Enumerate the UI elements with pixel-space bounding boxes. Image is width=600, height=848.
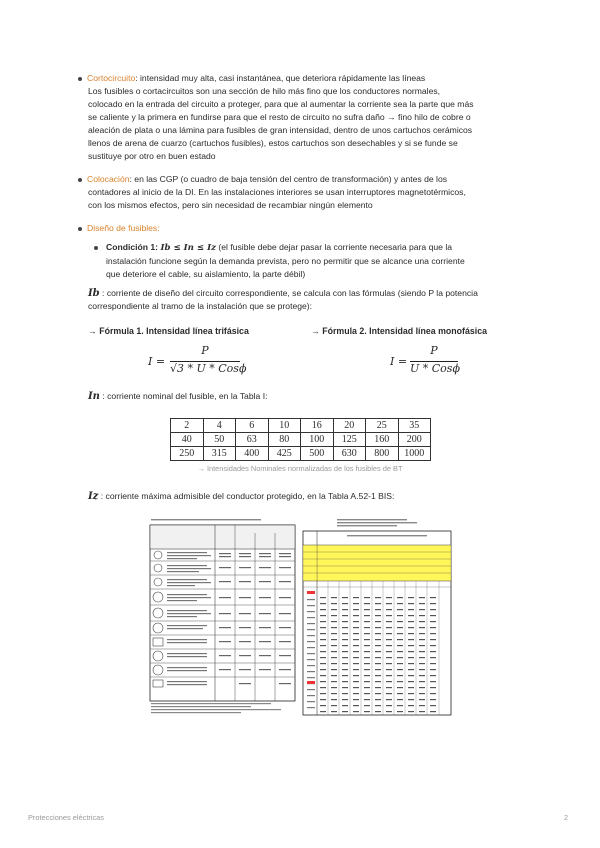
scan-cell-mark — [397, 675, 403, 676]
scan-cell-mark — [353, 615, 359, 616]
term-colocacion: Colocación — [87, 174, 130, 184]
scan-cell-mark — [375, 705, 381, 706]
scan-cell-mark — [353, 699, 359, 700]
scan-cell-mark — [386, 699, 392, 700]
scan-cell-mark — [353, 627, 359, 628]
scan-cell-mark — [342, 711, 348, 712]
scan-cell-mark — [353, 705, 359, 706]
scan-cell-mark — [342, 651, 348, 652]
scan-cell-mark — [419, 687, 425, 688]
scan-cell-mark — [331, 621, 337, 622]
scan-cell-mark — [419, 645, 425, 646]
scan-cell-mark — [320, 711, 326, 712]
scan-cell-mark — [419, 651, 425, 652]
scan-cell-mark — [408, 615, 414, 616]
formula2 — [390, 345, 470, 379]
body-line: contadores al inicio de la DI. En las instalaciones interiores se usan interruptores magnetotérmicos, — [88, 187, 466, 197]
iz-text: : corriente máxima admisible del conductor protegido, en la Tabla A.52-1 BIS: — [98, 491, 395, 501]
scan-cell-mark — [375, 693, 381, 694]
scan-cell-mark — [386, 651, 392, 652]
scan-cell-mark — [375, 609, 381, 610]
scan-cell-mark — [397, 603, 403, 604]
footer-title: Protecciones eléctricas — [28, 813, 104, 822]
scan-cell-mark — [364, 639, 370, 640]
scan-cell-mark — [353, 657, 359, 658]
scan-cell-mark — [386, 645, 392, 646]
scan-cell-mark — [419, 711, 425, 712]
scan-cell-mark — [375, 657, 381, 658]
formula1-label: → Fórmula 1. Intensidad línea trifásica — [88, 326, 249, 336]
scan-cell-mark — [430, 597, 436, 598]
body-line: se caliente y la primera en fundirse para que el resto de circuito no sufra daño → fino hilo de cobre o — [88, 112, 471, 122]
scan-cell-mark — [353, 669, 359, 670]
scan-cell-mark — [342, 597, 348, 598]
scan-cell-mark — [331, 675, 337, 676]
scan-cell-mark — [397, 699, 403, 700]
scanned-table-graphic — [147, 517, 454, 717]
table-cell: 35 — [398, 419, 431, 433]
scan-cell-mark — [408, 633, 414, 634]
scan-cell-mark — [375, 603, 381, 604]
scan-cell-mark — [353, 603, 359, 604]
colocacion-body — [88, 186, 528, 212]
scan-cell-mark — [408, 681, 414, 682]
table-cell: 1000 — [398, 447, 431, 461]
table-cell: 10 — [268, 419, 301, 433]
formula2-lhs: I = — [390, 355, 408, 368]
page-number: 2 — [563, 813, 568, 822]
scan-cell-mark — [375, 711, 381, 712]
term-cortocircuito: Cortocircuito — [87, 73, 136, 83]
condicion-text1: (el fusible debe dejar pasar la corriente necesaria para que la — [216, 242, 453, 252]
table-cell: 160 — [366, 433, 399, 447]
table-row — [171, 419, 431, 433]
scan-cell-mark — [375, 651, 381, 652]
scan-cell-mark — [375, 645, 381, 646]
body-line: Los fusibles o cortacircuitos son una sección de hilo más fino que los conductores normales, — [88, 86, 441, 96]
scan-cell-mark — [430, 639, 436, 640]
scan-cell-mark — [331, 663, 337, 664]
formula1-denominator: √3 * U * Cosϕ — [170, 362, 247, 375]
scan-cell-mark — [386, 675, 392, 676]
scan-cell-mark — [342, 681, 348, 682]
table-cell: 400 — [236, 447, 269, 461]
scan-cell-mark — [397, 609, 403, 610]
scan-cell-mark — [320, 675, 326, 676]
table-cell: 315 — [203, 447, 236, 461]
in-paragraph — [88, 390, 528, 403]
table-cell: 4 — [203, 419, 236, 433]
scan-cell-mark — [419, 669, 425, 670]
table-cell: 500 — [301, 447, 334, 461]
scan-cell-mark — [364, 621, 370, 622]
scan-cell-mark — [342, 669, 348, 670]
scan-cell-mark — [320, 597, 326, 598]
scan-cell-mark — [419, 639, 425, 640]
scan-cell-mark — [342, 687, 348, 688]
table-a52-1-bis-image — [147, 517, 454, 717]
table-caption: → Intensidades Nominales normalizadas de los fusibles de BT — [197, 464, 403, 473]
table-cell: 50 — [203, 433, 236, 447]
scan-cell-mark — [430, 693, 436, 694]
scan-cell-mark — [386, 597, 392, 598]
scan-cell-mark — [331, 633, 337, 634]
scan-cell-mark — [419, 609, 425, 610]
bullet-dot — [78, 227, 82, 231]
scan-cell-mark — [397, 663, 403, 664]
scan-cell-mark — [430, 645, 436, 646]
table-cell: 16 — [301, 419, 334, 433]
scan-cell-mark — [408, 663, 414, 664]
body-line: aleación de plata o una lámina para fusibles de gran intensidad, dentro de unos cartuchos cerámicos — [88, 125, 473, 135]
scan-cell-mark — [430, 675, 436, 676]
cortocircuito-body — [88, 85, 528, 163]
scan-cell-mark — [375, 663, 381, 664]
scan-cell-mark — [408, 657, 414, 658]
scan-cell-mark — [408, 675, 414, 676]
condicion-formula: Ib ≤ In ≤ Iz — [160, 243, 217, 253]
scan-cell-mark — [320, 645, 326, 646]
scan-cell-mark — [342, 621, 348, 622]
formula2-numerator: P — [430, 344, 438, 357]
scan-cell-mark — [375, 633, 381, 634]
scan-cell-mark — [386, 663, 392, 664]
scan-cell-mark — [430, 615, 436, 616]
scan-cell-mark — [320, 651, 326, 652]
scan-cell-mark — [397, 633, 403, 634]
scan-cell-mark — [397, 639, 403, 640]
scan-cell-mark — [331, 681, 337, 682]
scan-cell-mark — [342, 663, 348, 664]
scan-cell-mark — [386, 621, 392, 622]
scan-cell-mark — [408, 621, 414, 622]
body-line: con los mismos efectos, pero sin necesidad de recambiar ningún elemento — [88, 200, 373, 210]
bullet-dot — [94, 246, 98, 250]
scan-cell-mark — [320, 657, 326, 658]
scan-cell-mark — [430, 657, 436, 658]
scan-cell-mark — [397, 681, 403, 682]
scan-cell-mark — [320, 693, 326, 694]
scan-cell-mark — [375, 615, 381, 616]
scan-cell-mark — [364, 669, 370, 670]
scan-cell-mark — [386, 639, 392, 640]
scan-cell-mark — [342, 615, 348, 616]
scan-cell-mark — [408, 711, 414, 712]
scan-cell-mark — [419, 657, 425, 658]
scan-cell-mark — [375, 669, 381, 670]
scan-cell-mark — [331, 639, 337, 640]
scan-cell-mark — [364, 615, 370, 616]
ib-line1: : corriente de diseño del circuito correspondiente, se calcula con las fórmulas (siendo P la potencia — [99, 288, 478, 298]
scan-cell-mark — [342, 609, 348, 610]
scan-cell-mark — [342, 639, 348, 640]
table-cell: 80 — [268, 433, 301, 447]
scan-cell-mark — [364, 681, 370, 682]
in-text: : corriente nominal del fusible, en la Tabla I: — [99, 391, 268, 401]
scan-cell-mark — [397, 711, 403, 712]
scan-cell-mark — [364, 693, 370, 694]
scan-cell-mark — [331, 609, 337, 610]
term-diseno: Diseño de fusibles: — [87, 223, 160, 233]
scan-cell-mark — [386, 687, 392, 688]
scan-cell-mark — [430, 603, 436, 604]
scan-cell-mark — [331, 627, 337, 628]
scan-cell-mark — [364, 711, 370, 712]
scan-cell-mark — [320, 663, 326, 664]
scan-cell-mark — [430, 711, 436, 712]
scan-cell-mark — [342, 675, 348, 676]
scan-cell-mark — [353, 711, 359, 712]
scan-cell-mark — [320, 699, 326, 700]
scan-cell-mark — [353, 609, 359, 610]
table-cell: 125 — [333, 433, 366, 447]
scan-cell-mark — [397, 669, 403, 670]
scan-cell-mark — [408, 609, 414, 610]
table-cell: 200 — [398, 433, 431, 447]
scan-cell-mark — [331, 603, 337, 604]
scan-cell-mark — [408, 603, 414, 604]
scan-cell-mark — [364, 597, 370, 598]
scan-cell-mark — [331, 687, 337, 688]
scan-cell-mark — [342, 603, 348, 604]
condicion-text3: que deteriore el cable, su aislamiento, la parte débil) — [106, 269, 306, 279]
table-cell: 425 — [268, 447, 301, 461]
scan-cell-mark — [386, 657, 392, 658]
scan-cell-mark — [364, 603, 370, 604]
scan-cell-mark — [320, 603, 326, 604]
scan-cell-mark — [419, 699, 425, 700]
scan-cell-mark — [342, 657, 348, 658]
formula1-lhs: I = — [148, 355, 166, 368]
scan-cell-mark — [430, 699, 436, 700]
scan-cell-mark — [430, 669, 436, 670]
scan-cell-mark — [320, 609, 326, 610]
table-cell: 25 — [366, 419, 399, 433]
iz-paragraph — [88, 490, 528, 503]
scan-cell-mark — [430, 663, 436, 664]
scan-cell-mark — [408, 687, 414, 688]
table-cell: 40 — [171, 433, 204, 447]
scan-cell-mark — [375, 627, 381, 628]
scan-cell-mark — [353, 651, 359, 652]
scan-cell-mark — [419, 675, 425, 676]
scan-cell-mark — [397, 651, 403, 652]
scan-cell-mark — [331, 657, 337, 658]
scan-cell-mark — [397, 615, 403, 616]
table-cell: 20 — [333, 419, 366, 433]
scan-cell-mark — [430, 651, 436, 652]
scan-cell-mark — [386, 705, 392, 706]
scan-cell-mark — [375, 621, 381, 622]
scan-cell-mark — [419, 597, 425, 598]
scan-cell-mark — [419, 603, 425, 604]
body-line: colocado en la entrada del circuito a proteger, para que al aumentar la corriente sea la parte que más — [88, 99, 474, 109]
formula2-label: → Fórmula 2. Intensidad línea monofásica — [311, 326, 487, 336]
table-cell: 250 — [171, 447, 204, 461]
scan-cell-mark — [331, 693, 337, 694]
scan-cell-mark — [342, 645, 348, 646]
scan-cell-mark — [386, 627, 392, 628]
table-cell: 800 — [366, 447, 399, 461]
scan-cell-mark — [408, 651, 414, 652]
scan-cell-mark — [364, 627, 370, 628]
scan-cell-mark — [430, 705, 436, 706]
formula1-numerator: P — [201, 344, 209, 357]
scan-cell-mark — [386, 609, 392, 610]
cortocircuito-line1: : intensidad muy alta, casi instantánea, que deteriora rápidamente las líneas — [135, 73, 426, 83]
scan-cell-mark — [353, 621, 359, 622]
scan-cell-mark — [364, 657, 370, 658]
scan-cell-mark — [320, 615, 326, 616]
scan-cell-mark — [386, 711, 392, 712]
scan-cell-mark — [375, 597, 381, 598]
scan-cell-mark — [397, 705, 403, 706]
formula1 — [148, 345, 258, 379]
scan-cell-mark — [375, 639, 381, 640]
scan-cell-mark — [430, 627, 436, 628]
scan-cell-mark — [397, 621, 403, 622]
scan-cell-mark — [342, 633, 348, 634]
scan-cell-mark — [408, 597, 414, 598]
scan-cell-mark — [430, 687, 436, 688]
table-cell: 6 — [236, 419, 269, 433]
scan-cell-mark — [342, 705, 348, 706]
scan-cell-mark — [331, 705, 337, 706]
scan-cell-mark — [386, 603, 392, 604]
scan-cell-mark — [430, 621, 436, 622]
scan-cell-mark — [397, 687, 403, 688]
scan-cell-mark — [364, 687, 370, 688]
colocacion-line1: : en las CGP (o cuadro de baja tensión del centro de transformación) y antes de los — [129, 174, 448, 184]
scan-cell-mark — [320, 621, 326, 622]
scan-cell-mark — [397, 693, 403, 694]
scan-cell-mark — [364, 651, 370, 652]
scan-cell-mark — [375, 687, 381, 688]
scan-cell-mark — [353, 639, 359, 640]
scan-cell-mark — [331, 711, 337, 712]
scan-cell-mark — [408, 705, 414, 706]
scan-cell-mark — [331, 669, 337, 670]
scan-cell-mark — [408, 645, 414, 646]
bullet-dot — [78, 178, 82, 182]
condicion-label: Condición 1: — [106, 242, 159, 252]
body-line: sustituye por otro en buen estado — [88, 151, 216, 161]
scan-cell-mark — [353, 687, 359, 688]
scan-cell-mark — [331, 615, 337, 616]
scan-cell-mark — [353, 645, 359, 646]
scan-cell-mark — [386, 669, 392, 670]
scan-cell-mark — [320, 687, 326, 688]
formula2-denominator: U * Cosϕ — [410, 362, 460, 375]
scan-cell-mark — [419, 663, 425, 664]
scan-cell-mark — [386, 633, 392, 634]
scan-cell-mark — [375, 699, 381, 700]
scan-cell-mark — [331, 597, 337, 598]
scan-cell-mark — [408, 699, 414, 700]
scan-cell-mark — [375, 681, 381, 682]
table-row — [171, 447, 431, 461]
scan-cell-mark — [331, 699, 337, 700]
scan-cell-mark — [331, 645, 337, 646]
scan-cell-mark — [430, 681, 436, 682]
scan-cell-mark — [320, 705, 326, 706]
scan-cell-mark — [419, 633, 425, 634]
scan-cell-mark — [353, 633, 359, 634]
scan-cell-mark — [397, 597, 403, 598]
scan-cell-mark — [320, 633, 326, 634]
scan-cell-mark — [419, 615, 425, 616]
scan-cell-mark — [397, 627, 403, 628]
scan-cell-mark — [408, 639, 414, 640]
scan-cell-mark — [353, 693, 359, 694]
scan-cell-mark — [320, 669, 326, 670]
iz-symbol: Iz — [88, 491, 99, 502]
scan-cell-mark — [353, 597, 359, 598]
scan-cell-mark — [397, 657, 403, 658]
table-cell: 2 — [171, 419, 204, 433]
ib-line2: correspondiente al tramo de la instalación que se protege): — [88, 301, 313, 311]
scan-cell-mark — [419, 627, 425, 628]
scan-cell-mark — [364, 675, 370, 676]
scan-cell-mark — [364, 633, 370, 634]
table-cell: 63 — [236, 433, 269, 447]
scan-cell-mark — [320, 681, 326, 682]
scan-cell-mark — [386, 693, 392, 694]
scan-cell-mark — [331, 651, 337, 652]
scan-cell-mark — [353, 663, 359, 664]
scan-cell-mark — [408, 627, 414, 628]
nominal-currents-table — [170, 418, 431, 461]
scan-cell-mark — [353, 681, 359, 682]
table-cell: 630 — [333, 447, 366, 461]
scan-cell-mark — [419, 681, 425, 682]
scan-cell-mark — [342, 699, 348, 700]
scan-cell-mark — [430, 633, 436, 634]
scan-cell-mark — [364, 663, 370, 664]
condicion-text2: instalación funcione según la demanda prevista, pero no permitir que se alcance una corriente — [106, 256, 465, 266]
scan-cell-mark — [386, 615, 392, 616]
scan-cell-mark — [419, 705, 425, 706]
scan-cell-mark — [364, 609, 370, 610]
scan-cell-mark — [364, 705, 370, 706]
scan-cell-mark — [375, 675, 381, 676]
scan-cell-mark — [342, 627, 348, 628]
scan-cell-mark — [320, 639, 326, 640]
scan-cell-mark — [320, 627, 326, 628]
scan-cell-mark — [342, 693, 348, 694]
scan-cell-mark — [430, 609, 436, 610]
table-row — [171, 433, 431, 447]
table-cell: 100 — [301, 433, 334, 447]
scan-cell-mark — [397, 645, 403, 646]
scan-cell-mark — [386, 681, 392, 682]
ib-symbol: Ib — [88, 288, 100, 299]
scan-cell-mark — [364, 699, 370, 700]
body-line: llenos de arena de cuarzo (cartuchos fusibles), estos cartuchos son desechables y si se funde se — [88, 138, 458, 148]
scan-cell-mark — [419, 621, 425, 622]
scan-cell-mark — [364, 645, 370, 646]
scan-cell-mark — [408, 693, 414, 694]
scan-cell-mark — [419, 693, 425, 694]
in-symbol: In — [88, 391, 100, 402]
scan-cell-mark — [408, 669, 414, 670]
ib-paragraph — [88, 287, 528, 313]
bullet-dot — [78, 77, 82, 81]
scan-cell-mark — [353, 675, 359, 676]
